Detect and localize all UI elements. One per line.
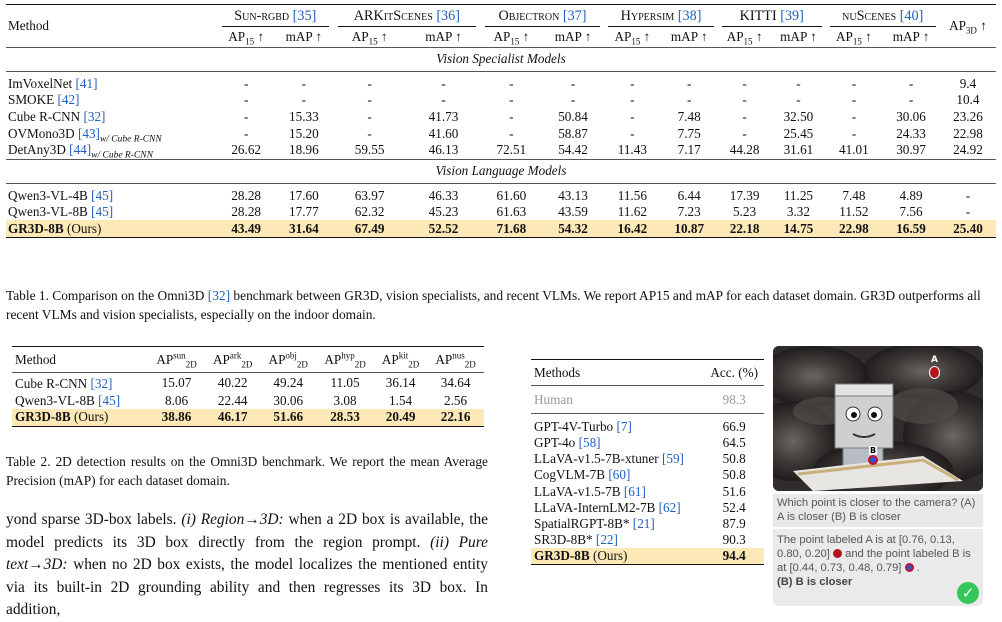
t2-method-cell: Cube R-CNN [32]: [15, 376, 113, 391]
t1-value: 7.17: [677, 142, 701, 158]
t2-ap2d-header: $AP^{obj}_{2D}$: [260, 347, 316, 373]
t1-domain-header: Hypersim [38]: [604, 5, 718, 28]
t3-method-cell: SR3D-8B* [22]: [534, 532, 618, 548]
t1-value: 30.97: [896, 142, 926, 158]
t1-value: 43.13: [542, 183, 604, 204]
t1-value: 11.56: [604, 183, 660, 204]
t3-method-cell: GPT-4o [58]: [534, 435, 601, 451]
t1-value: 7.23: [677, 204, 701, 219]
t2-method-cell: Qwen3-VL-8B [45]: [15, 392, 121, 408]
t1-value: -: [570, 91, 576, 107]
t2-value: 15.07: [161, 374, 192, 390]
t1-value: 72.51: [496, 142, 527, 158]
t2-value: 30.06: [273, 392, 304, 408]
t1-value: -: [509, 108, 514, 124]
table-row: [12, 392, 484, 409]
t1-value: 24.33: [896, 125, 926, 141]
t1-value: 54.32: [542, 220, 604, 237]
t1-value: -: [301, 91, 307, 107]
t2-ap2d-header: $AP^{ark}_{2D}$: [205, 347, 261, 373]
t1-value: 7.48: [826, 183, 883, 204]
t1-method-cell: Qwen3-VL-8B [45]: [8, 204, 114, 219]
t1-value: 46.33: [406, 183, 481, 204]
t1-method-cell: GR3D-8B (Ours): [6, 220, 218, 237]
t1-value: 30.06: [896, 108, 926, 124]
table-row: [531, 484, 764, 500]
t1-value: 28.28: [218, 183, 275, 204]
t1-ap3d-header: $AP_{3D}$ ↑: [940, 5, 996, 48]
t3-value: 51.6: [722, 483, 746, 499]
table-1-caption: Table 1. Comparison on the Omni3D [32] benchmark between GR3D, vision specialists, and recent VLMs. We report AP15 and mAP for each dataset domain. GR3D outperforms all recent VLMs and vision specialists, especially on the indoor domain.: [6, 288, 981, 322]
t3-method-cell: LLaVA-v1.5-7B [61]: [534, 483, 646, 499]
t1-value: -: [406, 71, 481, 92]
t1-value: -: [441, 91, 446, 107]
t3-value: 87.9: [722, 516, 746, 532]
t1-method-cell: OVMono3D $[43]_{w/ Cube R-CNN}$: [8, 125, 162, 145]
t1-value: 17.60: [275, 183, 333, 204]
t2-value: 28.53: [316, 409, 374, 426]
t2-value: 20.49: [374, 409, 427, 426]
t1-value: 6.44: [660, 183, 717, 204]
t2-ap2d-header: $AP^{hyp}_{2D}$: [316, 347, 374, 373]
t1-value: -: [686, 91, 692, 107]
t1-value: 11.62: [617, 204, 647, 219]
t1-value: 9.4: [940, 71, 996, 92]
t1-value: -: [367, 91, 372, 107]
t1-value: 11.43: [617, 142, 647, 158]
table-2-2d-detection: [12, 346, 484, 427]
t1-metric-map: mAP ↑: [780, 28, 817, 44]
t1-metric-map: mAP ↑: [554, 28, 592, 44]
t1-value: 46.13: [428, 142, 459, 158]
table-row: [531, 414, 764, 436]
t1-value: 7.56: [899, 204, 923, 219]
point-a-marker: [929, 366, 940, 379]
t2-ap2d-header: $AP^{nus}_{2D}$: [427, 347, 484, 373]
t1-value: 11.25: [771, 183, 825, 204]
t1-value: -: [742, 125, 747, 141]
t1-value: 17.77: [289, 204, 319, 219]
t3-acc-header: Acc. (%): [704, 360, 764, 386]
table-row: [6, 71, 996, 92]
t1-value: 71.68: [481, 220, 542, 237]
t1-value: 31.64: [275, 220, 333, 237]
t1-domain-header: Sun-rgbd [35]: [218, 5, 333, 28]
table-row: [531, 467, 764, 483]
t3-method-cell: LLaVA-InternLM2-7B [62]: [534, 499, 681, 515]
t1-value: -: [509, 91, 514, 107]
t1-method-cell: Qwen3-VL-4B [45]: [6, 183, 218, 204]
t2-ap2d-header: $AP^{kit}_{2D}$: [374, 347, 427, 373]
t1-value: 43.49: [218, 220, 275, 237]
t1-metric-ap15: $AP_{15}$ ↑: [351, 28, 388, 47]
t1-method-cell: SMOKE [42]: [8, 91, 80, 107]
t1-metric-map: mAP ↑: [425, 28, 462, 44]
t1-value: -: [630, 108, 635, 124]
table-row-ours: [6, 220, 996, 237]
table-row-ours: [531, 548, 764, 565]
t2-method-cell: GR3D-8B (Ours): [12, 409, 148, 426]
t1-value: -: [851, 108, 857, 124]
t1-value: -: [243, 125, 249, 141]
t1-value: -: [367, 108, 372, 124]
t3-method-cell: CogVLM-7B [60]: [534, 467, 631, 483]
example-question: Which point is closer to the camera? (A) A is closer (B) B is closer: [773, 494, 983, 527]
t1-metric-ap15: $AP_{15}$ ↑: [614, 28, 651, 47]
t1-value: -: [542, 71, 604, 92]
t1-value: -: [243, 91, 249, 107]
t2-value: 22.16: [427, 409, 484, 426]
t1-metric-ap15: $AP_{15}$ ↑: [493, 28, 530, 47]
t2-value: 3.08: [333, 392, 357, 408]
t2-method-header: Method: [12, 347, 148, 373]
table-3-spatial-accuracy: [531, 359, 764, 565]
t1-value: 7.48: [677, 108, 701, 124]
t1-value: -: [826, 71, 883, 92]
t1-value: 54.42: [558, 142, 588, 158]
t3-value: 50.8: [722, 451, 746, 467]
t1-value: 26.62: [231, 142, 261, 158]
t1-domain-header: Objectron [37]: [481, 5, 604, 28]
t1-value: 63.97: [333, 183, 406, 204]
t1-value: 50.84: [558, 108, 588, 124]
t1-value: -: [333, 71, 406, 92]
point-a-label: A: [931, 355, 938, 365]
t1-value: 24.92: [953, 142, 983, 158]
table-row: [531, 516, 764, 532]
t1-value: -: [481, 71, 542, 92]
t1-value: -: [630, 91, 635, 107]
t2-value: 36.14: [385, 374, 416, 390]
t3-method-cell: LLaVA-v1.5-7B-xtuner [59]: [534, 451, 684, 467]
checkmark-icon: ✓: [957, 582, 979, 604]
t2-value: 49.24: [273, 374, 304, 390]
t2-value: 34.64: [440, 374, 471, 390]
t1-value: 41.73: [428, 108, 459, 124]
t1-method-cell: ImVoxelNet [41]: [6, 71, 218, 92]
table-row: [12, 373, 484, 393]
t1-metric-ap15: $AP_{15}$ ↑: [228, 28, 265, 47]
table-row: [6, 125, 996, 142]
t1-value: -: [630, 125, 635, 141]
t1-value: -: [660, 71, 717, 92]
t1-value: 22.98: [953, 125, 983, 141]
t1-value: -: [243, 108, 249, 124]
t1-value: 10.87: [660, 220, 717, 237]
t3-method-cell: GR3D-8B (Ours): [531, 548, 704, 565]
t1-value: -: [908, 91, 914, 107]
table-2-caption: Table 2. 2D detection results on the Omni3D benchmark. We report the mean Average Precision (mAP) for each dataset domain.: [6, 454, 488, 488]
t3-method-cell: GPT-4V-Turbo [7]: [534, 419, 632, 434]
t1-value: -: [851, 91, 857, 107]
t1-value: 58.87: [558, 125, 588, 141]
t1-value: 15.33: [289, 108, 319, 124]
table-row: [6, 108, 996, 125]
t1-value: 44.28: [729, 142, 760, 158]
t1-value: -: [509, 125, 514, 141]
t1-value: 31.61: [783, 142, 814, 158]
t1-domain-header: KITTI [39]: [718, 5, 826, 28]
t1-value: -: [367, 125, 372, 141]
table-row: [531, 451, 764, 467]
t1-value: 22.98: [826, 220, 883, 237]
t1-value: 17.39: [718, 183, 771, 204]
t2-ap2d-header: $AP^{sun}_{2D}$: [148, 347, 205, 373]
tire-pile-scene: [773, 346, 983, 491]
t1-value: 41.01: [839, 142, 869, 158]
t3-value: 94.4: [704, 548, 764, 565]
t2-value: 38.86: [148, 409, 205, 426]
example-photo: [773, 346, 983, 491]
table-row: [531, 500, 764, 516]
t3-value: 98.3: [704, 386, 764, 414]
t1-method-cell: DetAny3D $[44]_{w/ Cube R-CNN}$: [8, 142, 153, 161]
point-b-marker: [868, 455, 878, 465]
t1-value: 52.52: [406, 220, 481, 237]
table-row: [531, 435, 764, 451]
t1-value: 11.52: [839, 204, 869, 219]
t1-value: -: [851, 125, 857, 141]
t1-value: 10.4: [956, 91, 980, 107]
table-1-omni3d-comparison: [6, 4, 996, 238]
t1-value: 67.49: [333, 220, 406, 237]
t1-value: 41.60: [428, 125, 459, 141]
t1-value: 25.45: [783, 125, 814, 141]
table-row-human: [531, 386, 764, 414]
t1-value: -: [742, 91, 747, 107]
t1-value: 23.26: [953, 108, 983, 124]
t1-domain-header: nuScenes [40]: [826, 5, 940, 28]
t3-value: 52.4: [722, 499, 746, 515]
t3-value: 66.9: [722, 419, 746, 434]
t1-metric-ap15: $AP_{15}$ ↑: [726, 28, 763, 47]
t1-domain-header: ARKitScenes [36]: [333, 5, 481, 28]
t2-value: 51.66: [260, 409, 316, 426]
point-b-label: B: [870, 446, 877, 455]
t1-value: 14.75: [771, 220, 825, 237]
t3-value: 50.8: [722, 467, 746, 483]
t2-value: 46.17: [205, 409, 261, 426]
t2-value: 2.56: [444, 392, 468, 408]
table-row: [6, 204, 996, 221]
t3-value: 64.5: [722, 435, 746, 451]
t1-value: 25.40: [940, 220, 996, 237]
t1-value: -: [604, 71, 660, 92]
t2-value: 1.54: [389, 392, 413, 408]
t1-value: -: [218, 71, 275, 92]
t2-value: 8.06: [164, 392, 189, 408]
blue-point-icon: [905, 563, 914, 572]
t3-method-cell: Human: [531, 386, 704, 414]
table-row: [6, 142, 996, 159]
t1-metric-ap15: $AP_{15}$ ↑: [836, 28, 872, 47]
t3-methods-header: Methods: [531, 360, 704, 386]
t1-value: -: [771, 71, 825, 92]
t1-value: 59.55: [354, 142, 385, 158]
t1-metric-map: mAP ↑: [285, 28, 323, 44]
t1-section-vlm: Vision Language Models: [6, 159, 996, 183]
t1-value: 5.23: [733, 204, 757, 219]
t1-metric-map: mAP ↑: [670, 28, 708, 44]
t1-value: -: [275, 71, 333, 92]
t1-value: -: [718, 71, 771, 92]
t1-value: 62.32: [354, 204, 385, 219]
t2-value: 22.44: [217, 392, 248, 408]
t1-value: -: [940, 183, 996, 204]
t3-method-cell: SpatialRGPT-8B* [21]: [534, 516, 655, 532]
t1-value: 45.23: [428, 204, 459, 219]
t1-value: 22.18: [718, 220, 771, 237]
t1-value: 28.28: [231, 204, 261, 219]
t1-value: 43.59: [558, 204, 588, 219]
t1-value: -: [965, 204, 971, 219]
t1-value: 16.59: [882, 220, 940, 237]
t1-method-cell: Cube R-CNN [32]: [8, 108, 106, 124]
red-point-icon: [833, 549, 842, 558]
t2-value: 40.22: [217, 374, 248, 390]
table-row: [6, 183, 996, 204]
t1-value: 61.63: [496, 204, 527, 219]
example-final-answer: (B) B is closer: [777, 576, 853, 588]
t1-value: 18.96: [289, 142, 319, 158]
qualitative-example: [773, 346, 983, 606]
t1-value: 16.42: [604, 220, 660, 237]
t1-value: 32.50: [783, 108, 814, 124]
table-row: [6, 92, 996, 109]
t1-value: -: [796, 91, 801, 107]
t1-method-header: Method: [6, 5, 218, 48]
t3-value: 90.3: [722, 532, 746, 548]
t2-value: 11.05: [330, 374, 360, 390]
table-row-ours: [12, 409, 484, 426]
t1-value: 4.89: [882, 183, 940, 204]
t1-value: 3.32: [786, 204, 810, 219]
t1-value: 15.20: [289, 125, 319, 141]
table-row: [531, 532, 764, 548]
t1-metric-map: mAP ↑: [892, 28, 930, 44]
body-paragraph: yond sparse 3D-box labels. (i) Region→3D: when a 2D box is available, the model predicts its 3D box directly from the region prompt. (ii) Pure text→3D: when no 2D box exists, the model localizes the mentioned entity via its built-in 2D grounding ability and then regresses its 3D box. In addition,: [6, 511, 489, 618]
t1-value: -: [882, 71, 940, 92]
t1-value: -: [742, 108, 747, 124]
t1-section-specialist: Vision Specialist Models: [6, 47, 996, 71]
t1-value: 7.75: [677, 125, 701, 141]
t1-value: 61.60: [481, 183, 542, 204]
example-answer: The point labeled A is at [0.76, 0.13, 0.80, 0.20] and the point labeled B is at [0.44, 0.73, 0.48, 0.79] . (B) B is closer ✓: [773, 529, 983, 606]
